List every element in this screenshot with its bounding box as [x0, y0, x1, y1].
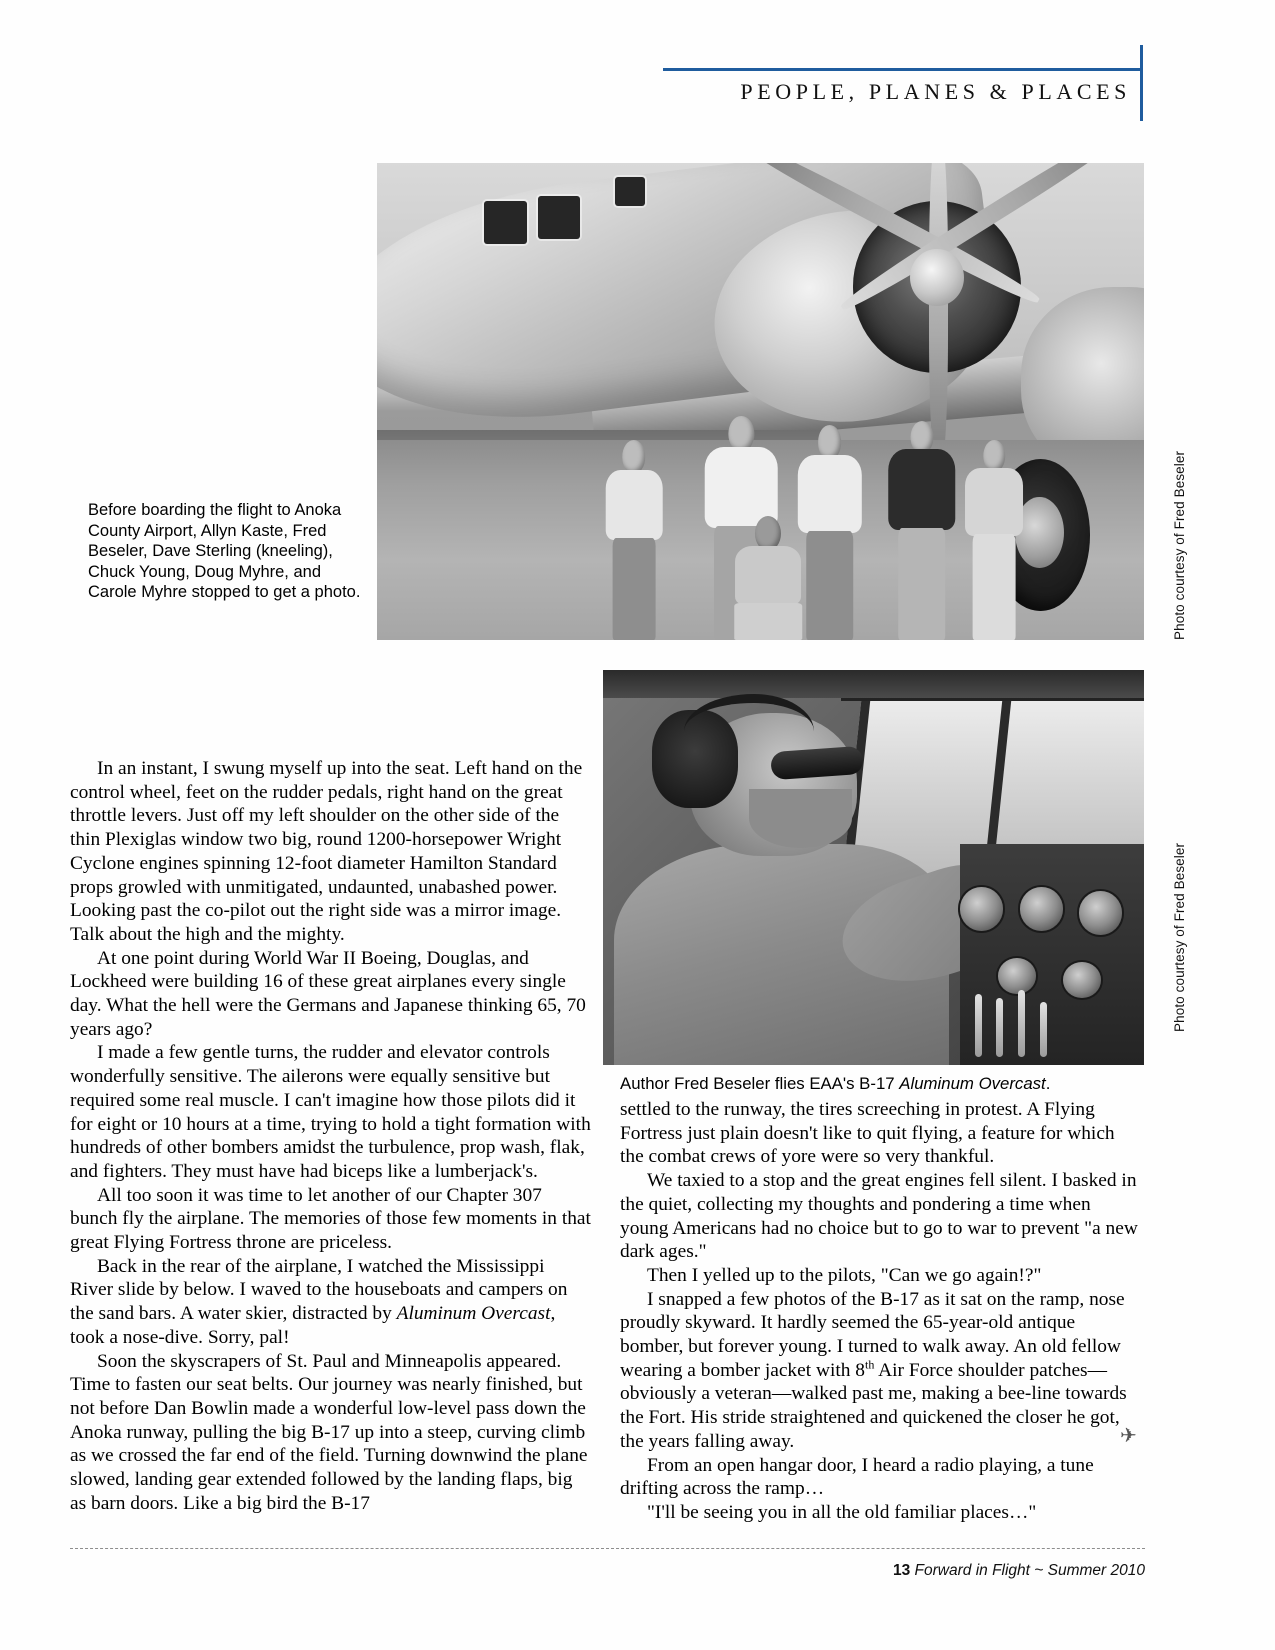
- person-legs: [734, 603, 801, 640]
- running-header: [663, 68, 1143, 128]
- body-column-left: [70, 757, 591, 1516]
- header-vertical-rule: [1140, 45, 1143, 121]
- paragraph-text-a: I snapped a few photos of the B-17 as it sat on the ramp, nose proudly skyward. It hardly seemed the 65-year-old antique bomber, but forever young. I turned to walk away. An old fellow wearing a bomber jacket with 8: [620, 1288, 1125, 1381]
- paragraph: In an instant, I swung myself up into the seat. Left hand on the control wheel, feet on the rudder pedals, right hand on the great throttle levers. Just off my left shoulder on the other side of the thin Plexiglas window two big, round 1200-horsepower Wright Cyclone engines spinning 12-foot diameter Hamilton Standard props growled with unmitigated, undaunted, unabashed power. Looking past the co-pilot out the right side was a mirror image. Talk about the high and the mighty.: [70, 758, 583, 945]
- throttle-lever-2: [996, 998, 1003, 1057]
- header-horizontal-rule: [663, 68, 1143, 71]
- paragraph: settled to the runway, the tires screeching in protest. A Flying Fortress just plain doesn't like to quit flying, a feature for which the combat crews of yore were so very thankful.: [620, 1099, 1115, 1168]
- person-carole-myhre: [960, 440, 1029, 640]
- person-legs: [898, 528, 946, 640]
- caption-tail-text: .: [1045, 1074, 1051, 1093]
- person-dave-sterling-kneeling: [730, 516, 807, 640]
- person-torso: [606, 470, 663, 540]
- ordinal-superscript: th: [865, 1357, 875, 1372]
- photo-credit-bottom: Photo courtesy of Fred Beseler: [1172, 842, 1187, 1032]
- paragraph: We taxied to a stop and the great engines fell silent. I basked in the quiet, collecting my thoughts and pondering a time when young Americans had no choice but to go to war to prevent "a new dark ages.": [620, 1170, 1138, 1263]
- throttle-lever-3: [1018, 990, 1025, 1057]
- paragraph: [620, 1288, 1141, 1454]
- person-allyn-kaste: [599, 440, 668, 640]
- italic-title: Aluminum Overcast: [396, 1303, 551, 1325]
- person-legs: [613, 538, 656, 640]
- paragraph: Soon the skyscrapers of St. Paul and Minneapolis appeared. Time to fasten our seat belts. Our journey was nearly finished, but not before Dan Bowlin made a wonderful low-level pass down the Anoka runway, pulling the big B-17 up into a steep, curving climb as we crossed the far end of the field. Turning downwind the plane slowed, landing gear extended followed by the landing flaps, big as barn doors. Like a big bird the B-17: [70, 1350, 588, 1514]
- overhead-panel: [603, 670, 1144, 698]
- person-torso: [888, 449, 955, 530]
- propeller-hub: [910, 249, 964, 306]
- paragraph-text-a: Back in the rear of the airplane, I watched the Mississippi River slide by below. I waved to the houseboats and campers on the sand bars. A water skier, distracted by: [70, 1255, 568, 1325]
- airplane-endmark-icon: ✈: [1120, 1425, 1137, 1447]
- section-title: PEOPLE, PLANES & PLACES: [740, 79, 1131, 104]
- caption-top-photo: Before boarding the flight to Anoka County Airport, Allyn Kaste, Fred Beseler, Dave Sterling (kneeling), Chuck Young, Doug Myhre, and Carole Myhre stopped to get a photo.: [88, 501, 361, 602]
- person-torso: [797, 455, 861, 532]
- throttle-lever-4: [1040, 1002, 1047, 1057]
- publication-name: Forward in Flight ~ Summer 2010: [914, 1562, 1145, 1579]
- photo-credit-top: Photo courtesy of Fred Beseler: [1172, 450, 1187, 640]
- paragraph: At one point during World War II Boeing, Douglas, and Lockheed were building 16 of these great airplanes every single day. What the hell were the Germans and Japanese thinking 65, 70 years ago?: [70, 947, 586, 1040]
- person-torso: [735, 546, 801, 606]
- fuselage-window-3: [615, 177, 646, 206]
- photo-group-before-boarding: [377, 163, 1144, 640]
- paragraph: Then I yelled up to the pilots, "Can we go again!?": [647, 1264, 1042, 1286]
- caption-lead-text: Author Fred Beseler flies EAA's B-17: [620, 1074, 900, 1093]
- footer: [645, 1562, 1145, 1580]
- footer-divider: [70, 1548, 1145, 1549]
- person-legs: [973, 534, 1016, 640]
- instrument-gauge-5: [1063, 962, 1101, 998]
- pilot-beard: [749, 789, 852, 848]
- caption-bottom-photo: [620, 1074, 1148, 1095]
- paragraph-text-b: , took a nose-dive. Sorry, pal!: [70, 1303, 556, 1348]
- instrument-gauge-2: [1020, 887, 1063, 930]
- instrument-gauge-4: [998, 958, 1036, 994]
- person-doug-myhre: [883, 421, 960, 640]
- paragraph: I made a few gentle turns, the rudder and elevator controls wonderfully sensitive. The ailerons were equally sensitive but required some real muscle. I can't imagine how those pilots did it for eight or 10 hours at a time, trying to hold a tight formation with hundreds of other bombers amidst the turbulence, prop wash, flak, and fighters. They must have had biceps like a lumberjack's.: [70, 1042, 591, 1182]
- caption-italic-title: Aluminum Overcast: [899, 1074, 1046, 1093]
- paragraph: "I'll be seeing you in all the old familiar places…": [647, 1501, 1037, 1523]
- paragraph: All too soon it was time to let another of our Chapter 307 bunch fly the airplane. The memories of those few moments in that great Flying Fortress throne are priceless.: [70, 1184, 591, 1254]
- instrument-gauge-1: [960, 887, 1003, 930]
- photo-author-in-cockpit: [603, 670, 1144, 1065]
- person-legs: [806, 531, 854, 640]
- body-column-right: [620, 1098, 1141, 1525]
- instrument-panel: [960, 844, 1144, 1065]
- throttle-lever-1: [975, 994, 982, 1057]
- instrument-gauge-3: [1079, 891, 1122, 934]
- paragraph-text-b: Air Force shoulder patches—obviously a veteran—walked past me, making a bee-line towards the Fort. His stride straightened and quickened the closer he got, the years falling away.: [620, 1359, 1127, 1452]
- page-number: 13: [892, 1562, 911, 1579]
- fuselage-window-2: [538, 196, 580, 239]
- person-torso: [965, 468, 1023, 536]
- fuselage-window-1: [484, 201, 526, 244]
- person-head: [622, 440, 645, 474]
- paragraph: From an open hangar door, I heard a radio playing, a tune drifting across the ramp…: [620, 1454, 1094, 1500]
- paragraph: [70, 1255, 591, 1350]
